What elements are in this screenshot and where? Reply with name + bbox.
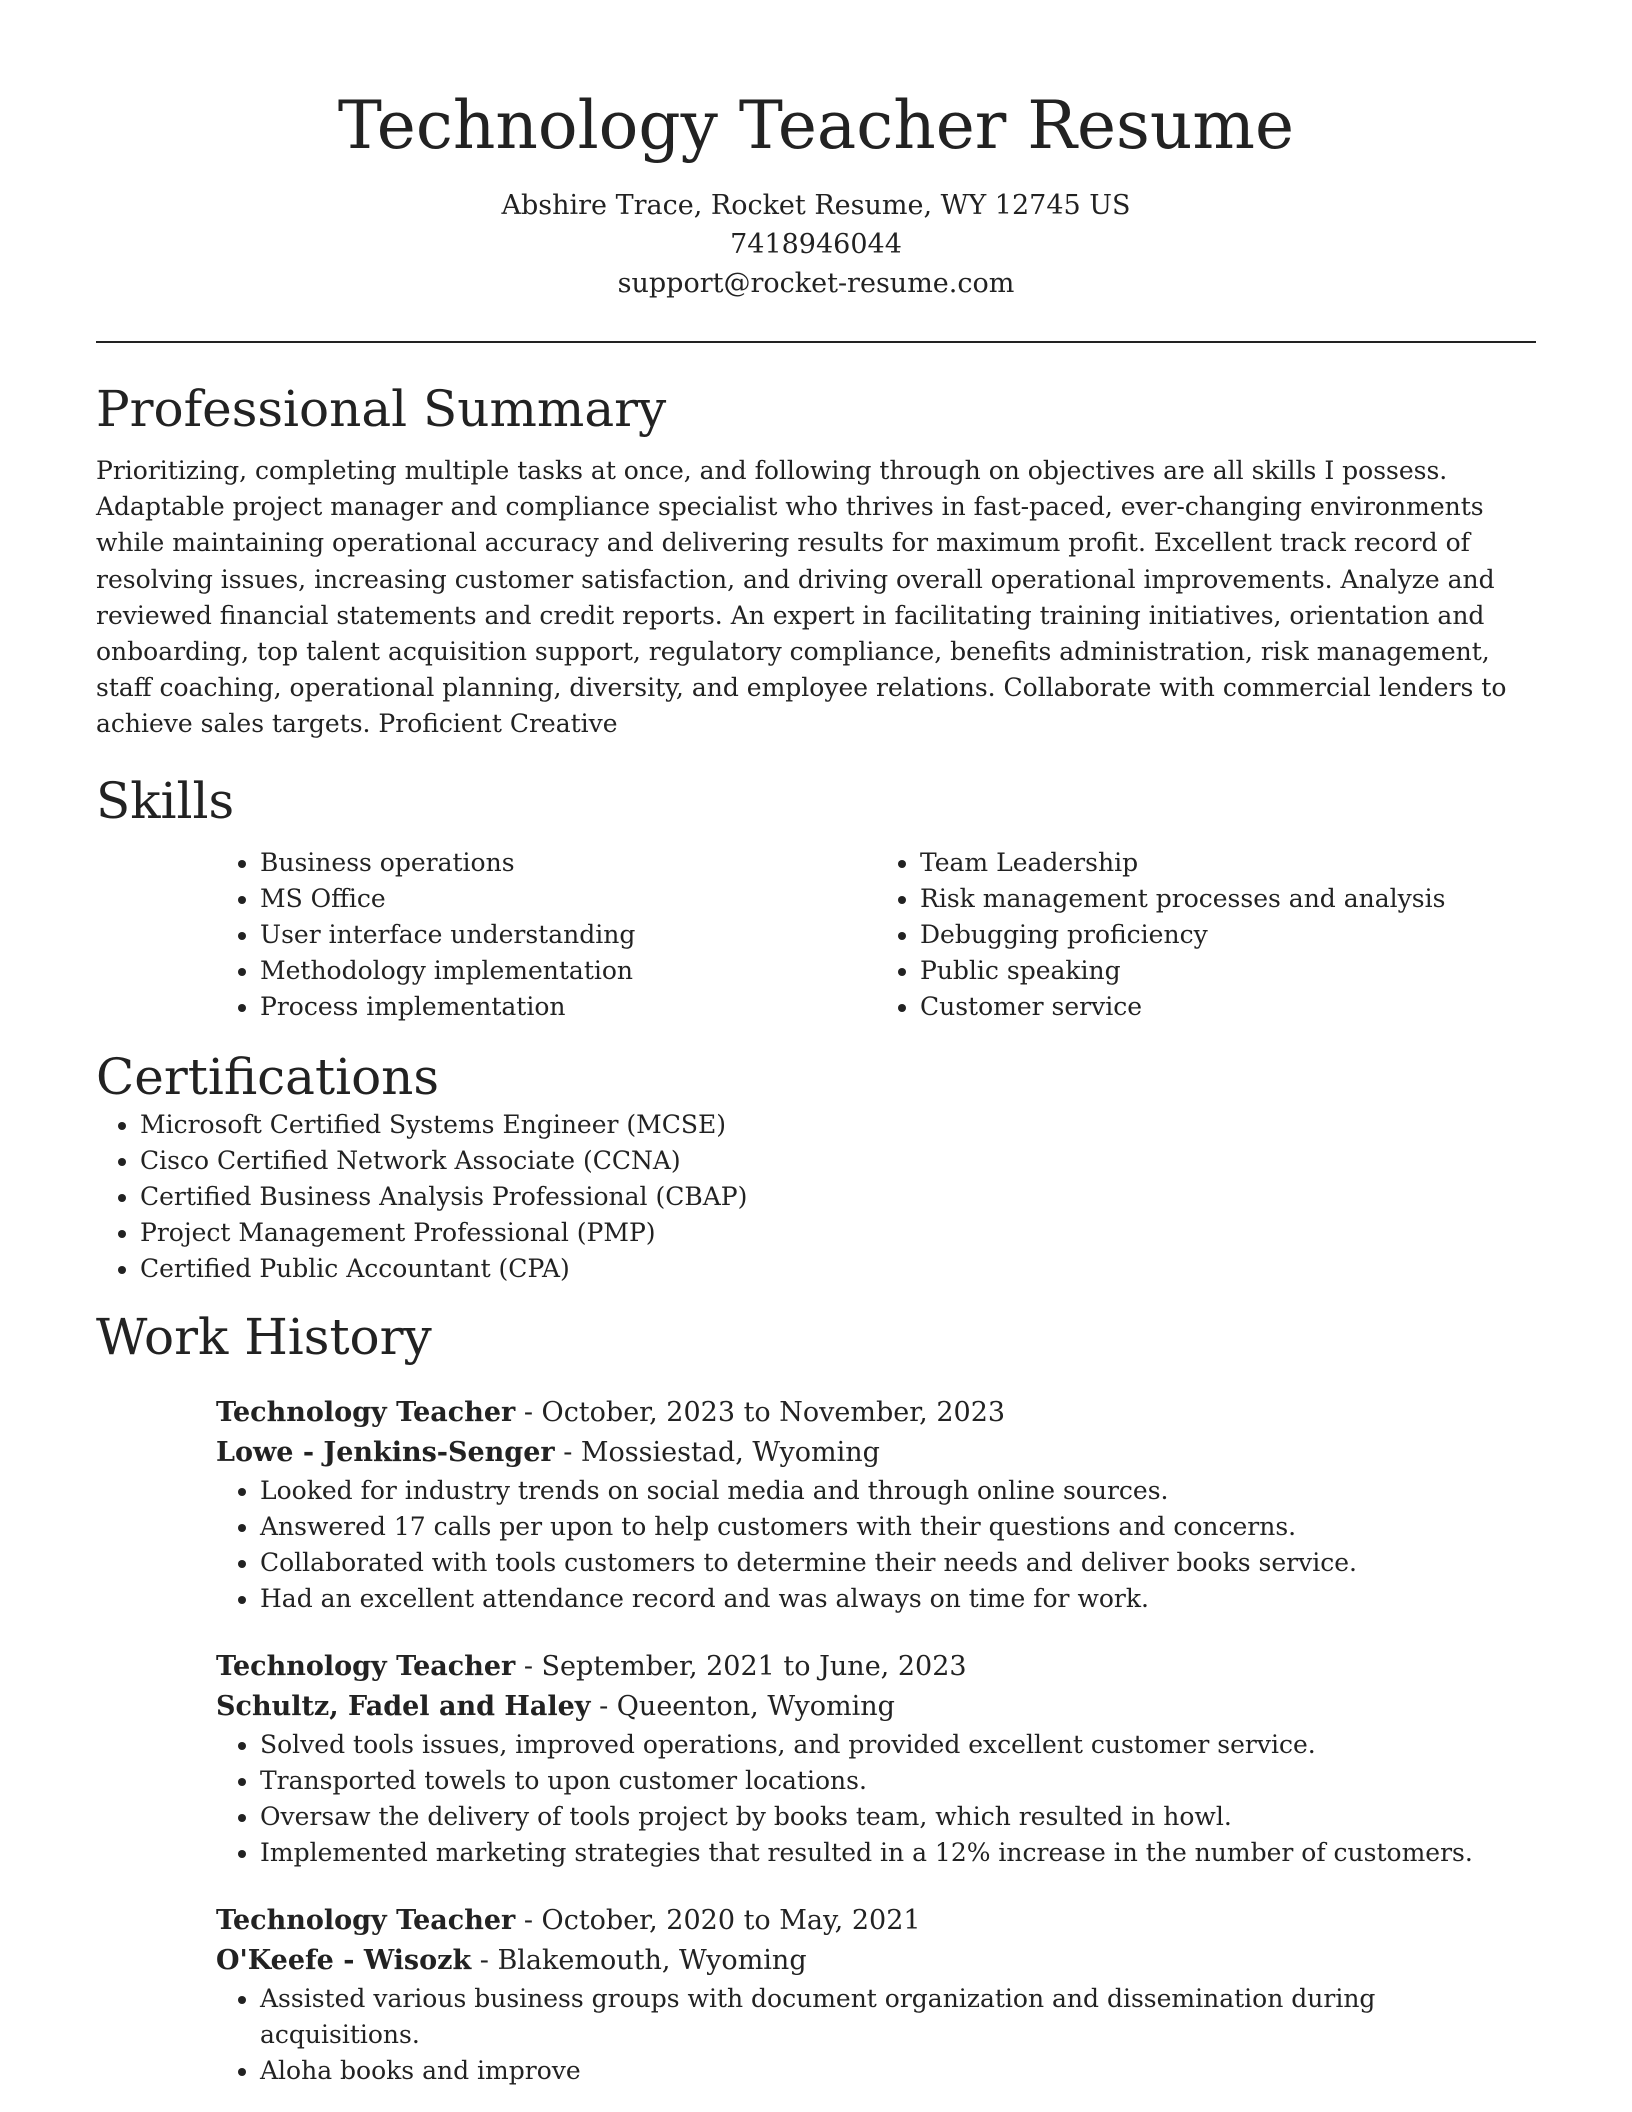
job-bullet: • Assisted various business groups with document organization and dissemination during acquisitions. bbox=[260, 1981, 1536, 2053]
job-company-line bbox=[216, 1941, 1536, 1981]
certification-item: • Project Management Professional (PMP) bbox=[140, 1215, 1536, 1251]
job-entry bbox=[216, 1901, 1536, 2089]
skills-grid bbox=[216, 845, 1536, 1025]
resume-title: Technology Teacher Resume bbox=[337, 87, 1295, 164]
certification-item: • Cisco Certified Network Associate (CCNA) bbox=[140, 1143, 1536, 1179]
job-bullet: • Answered 17 calls per upon to help customers with their questions and concerns. bbox=[260, 1509, 1536, 1545]
job-dates: - October, 2020 to May, 2021 bbox=[515, 1904, 921, 1936]
skill-item: • User interface understanding bbox=[260, 917, 876, 953]
contact-phone: 7418946044 bbox=[730, 229, 902, 260]
job-company: Lowe - Jenkins-Senger bbox=[216, 1436, 555, 1468]
summary-text: Prioritizing, completing multiple tasks at once, and following through on objectives are all skills I possess. Adaptable project manager and compliance specialist who thrives in fast-paced, ever-changing environments while maintaining operational accuracy and delivering results for maximum profit. Excellent track record of resolving issues, increasing customer satisfaction, and driving overall operational improvements. Analyze and reviewed financial statements and credit reports. An expert in facilitating training initiatives, orientation and onboarding, top talent acquisition support, regulatory compliance, benefits administration, risk management, staff coaching, operational planning, diversity, and employee relations. Collaborate with commercial lenders to achieve sales targets. Proficient Creative bbox=[96, 456, 1507, 739]
resume-page bbox=[96, 0, 1536, 2089]
job-location: - Mossiestad, Wyoming bbox=[554, 1436, 880, 1468]
work-history-heading: Work History bbox=[96, 1307, 432, 1366]
certification-item: • Microsoft Certified Systems Engineer (MCSE) bbox=[140, 1107, 1536, 1143]
job-bullets bbox=[216, 1727, 1536, 1871]
job-bullet: • Looked for industry trends on social media and through online sources. bbox=[260, 1473, 1536, 1509]
skill-item: • Customer service bbox=[920, 989, 1536, 1025]
skills-list-right bbox=[876, 845, 1536, 1025]
job-company: O'Keefe - Wisozk bbox=[216, 1944, 472, 1976]
job-company-line bbox=[216, 1433, 1536, 1473]
job-entry bbox=[216, 1393, 1536, 1617]
job-entry bbox=[216, 1647, 1536, 1871]
certifications-heading: Certifications bbox=[96, 1047, 440, 1106]
job-dates: - October, 2023 to November, 2023 bbox=[515, 1396, 1006, 1428]
job-bullet: • Had an excellent attendance record and was always on time for work. bbox=[260, 1581, 1536, 1617]
skill-item: • Process implementation bbox=[260, 989, 876, 1025]
job-bullets bbox=[216, 1473, 1536, 1617]
job-bullet: • Aloha books and improve bbox=[260, 2053, 1536, 2089]
certification-item: • Certified Business Analysis Professional (CBAP) bbox=[140, 1179, 1536, 1215]
resume-header bbox=[96, 86, 1536, 303]
job-role-line bbox=[216, 1393, 1536, 1433]
job-bullets bbox=[216, 1981, 1536, 2089]
skill-item: • Methodology implementation bbox=[260, 953, 876, 989]
skill-item: • MS Office bbox=[260, 881, 876, 917]
job-role-line bbox=[216, 1901, 1536, 1941]
job-bullet: • Transported towels to upon customer locations. bbox=[260, 1763, 1536, 1799]
job-location: - Blakemouth, Wyoming bbox=[471, 1944, 807, 1976]
job-bullet: • Solved tools issues, improved operations, and provided excellent customer service. bbox=[260, 1727, 1536, 1763]
skill-item: • Public speaking bbox=[920, 953, 1536, 989]
job-role: Technology Teacher bbox=[216, 1650, 516, 1682]
skill-item: • Debugging proficiency bbox=[920, 917, 1536, 953]
summary-heading: Professional Summary bbox=[96, 380, 667, 438]
contact-address: Abshire Trace, Rocket Resume, WY 12745 US bbox=[501, 190, 1131, 221]
job-bullet: • Collaborated with tools customers to determine their needs and deliver books service. bbox=[260, 1545, 1536, 1581]
certifications-list bbox=[96, 1107, 1536, 1287]
job-role: Technology Teacher bbox=[216, 1396, 516, 1428]
job-company-line bbox=[216, 1687, 1536, 1727]
job-location: - Queenton, Wyoming bbox=[590, 1690, 895, 1722]
job-dates: - September, 2021 to June, 2023 bbox=[515, 1650, 967, 1682]
certification-item: • Certified Public Accountant (CPA) bbox=[140, 1251, 1536, 1287]
skill-item: • Team Leadership bbox=[920, 845, 1536, 881]
job-role-line bbox=[216, 1647, 1536, 1687]
job-role: Technology Teacher bbox=[216, 1904, 516, 1936]
job-bullet: • Implemented marketing strategies that resulted in a 12% increase in the number of customers. bbox=[260, 1835, 1536, 1871]
skills-heading: Skills bbox=[96, 771, 235, 830]
contact-email: support@rocket-resume.com bbox=[617, 268, 1015, 299]
header-divider bbox=[96, 341, 1536, 343]
skill-item: • Risk management processes and analysis bbox=[920, 881, 1536, 917]
job-bullet: • Oversaw the delivery of tools project by books team, which resulted in howl. bbox=[260, 1799, 1536, 1835]
skills-list-left bbox=[216, 845, 876, 1025]
job-company: Schultz, Fadel and Haley bbox=[216, 1690, 591, 1722]
skill-item: • Business operations bbox=[260, 845, 876, 881]
